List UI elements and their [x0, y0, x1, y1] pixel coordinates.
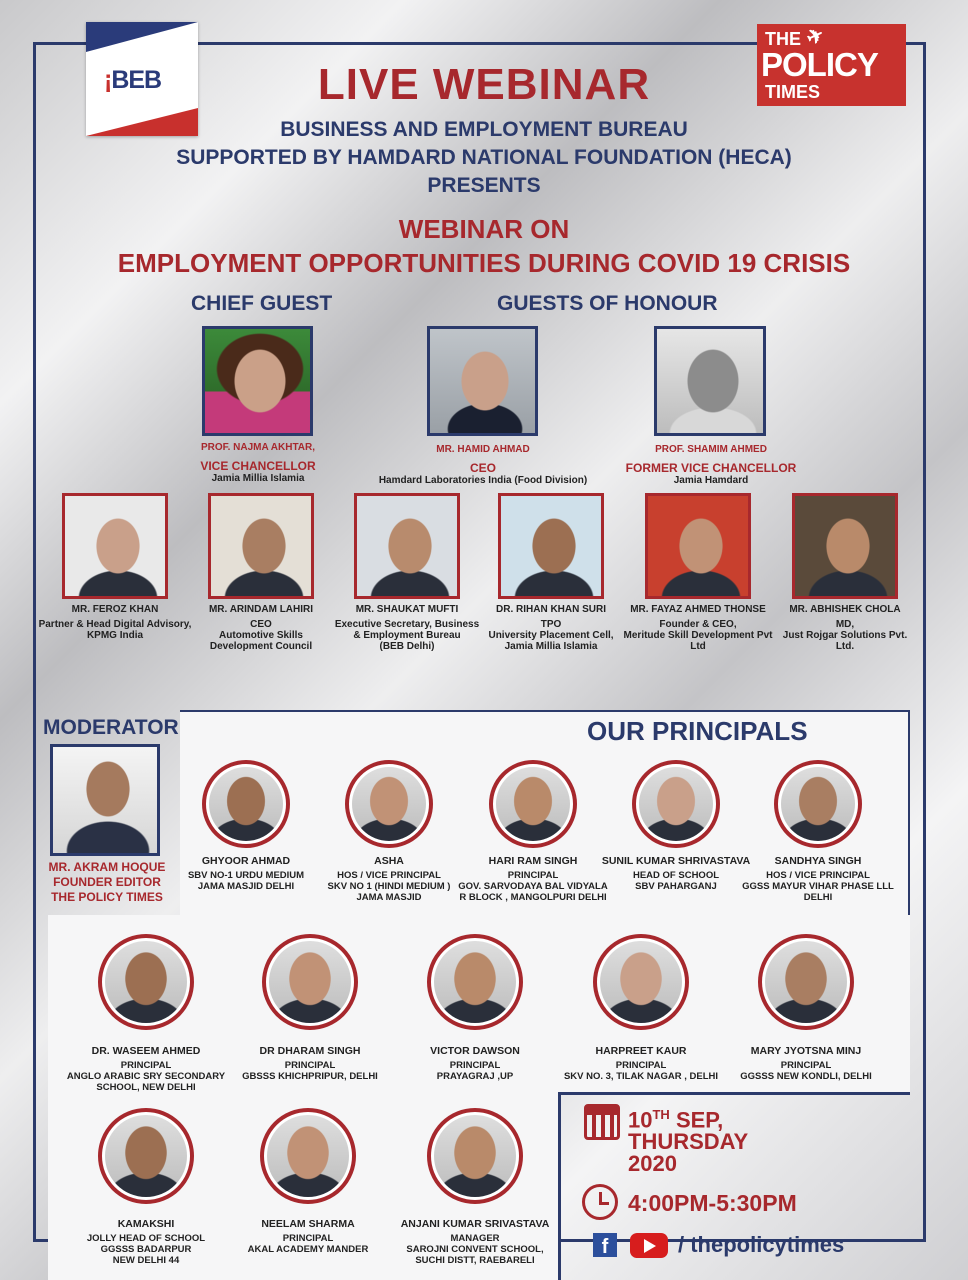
speaker-line-3: (BEB Delhi) — [379, 641, 435, 652]
principal-photo — [98, 934, 194, 1030]
principal-line-1: PRINCIPAL — [120, 1060, 172, 1071]
beb-logo: ¡BEB — [86, 22, 198, 136]
event-time: 4:00PM-5:30PM — [628, 1190, 797, 1216]
principal-photo — [427, 1108, 523, 1204]
principal-line-2: ANGLO ARABIC SRY SECONDARY — [66, 1071, 226, 1082]
speaker-photo — [792, 493, 898, 599]
speaker-line-1: MD, — [835, 619, 855, 630]
principal-name: ASHA — [374, 855, 404, 867]
principal-line-1: HOS / VICE PRINCIPAL — [766, 870, 870, 881]
principal-line-1: HEAD OF SCHOOL — [632, 870, 720, 881]
event-month: SEP, — [669, 1107, 724, 1133]
moderator-heading: MODERATOR — [43, 716, 179, 739]
honour-photo-1 — [427, 326, 538, 436]
speaker-line-2: KPMG India — [86, 630, 144, 641]
chief-guest-photo — [202, 326, 313, 436]
principal-photo — [427, 934, 523, 1030]
honour-1-name: MR. HAMID AHMAD — [436, 444, 530, 455]
principal-photo — [262, 934, 358, 1030]
honour-photo-2 — [654, 326, 766, 436]
principal-line-1: PRINCIPAL — [282, 1233, 334, 1244]
principal-photo — [593, 934, 689, 1030]
chief-guest-name: PROF. NAJMA AKHTAR, — [200, 442, 316, 453]
speaker-line-1: Founder & CEO, — [659, 619, 737, 630]
speaker-line-1: Executive Secretary, Business — [334, 619, 480, 630]
speaker-photo — [354, 493, 460, 599]
calendar-icon — [584, 1104, 620, 1140]
speaker-photo — [498, 493, 604, 599]
principal-name: SUNIL KUMAR SHRIVASTAVA — [601, 855, 751, 867]
principal-name: VICTOR DAWSON — [430, 1045, 520, 1057]
principal-name: GHYOOR AHMAD — [201, 855, 291, 867]
principal-line-2: SAROJNI CONVENT SCHOOL, — [406, 1244, 544, 1255]
principal-line-3: DELHI — [803, 892, 833, 903]
honour-1-org: Hamdard Laboratories India (Food Division) — [378, 475, 588, 486]
clock-icon — [582, 1184, 618, 1220]
chief-guest-heading: CHIEF GUEST — [191, 292, 333, 315]
webinar-on-label: WEBINAR ON — [398, 214, 570, 244]
principal-photo — [758, 934, 854, 1030]
event-weekday: THURSDAY — [628, 1129, 749, 1155]
principal-name: NEELAM SHARMA — [261, 1218, 355, 1230]
principal-line-3: JAMA MASJID — [356, 892, 422, 903]
principal-name: ANJANI KUMAR SRIVASTAVA — [400, 1218, 550, 1230]
principal-line-1: MANAGER — [450, 1233, 500, 1244]
speaker-name: MR. SHAUKAT MUFTI — [355, 604, 459, 615]
principal-photo — [345, 760, 433, 848]
speaker-line-1: CEO — [250, 619, 272, 630]
principal-line-2: SKV NO 1 (HINDI MEDIUM ) — [327, 881, 451, 892]
speaker-line-2: Just Rojgar Solutions Pvt. — [782, 630, 908, 641]
speaker-photo — [208, 493, 314, 599]
principal-line-2: SBV PAHARGANJ — [635, 881, 717, 892]
webinar-topic: EMPLOYMENT OPPORTUNITIES DURING COVID 19 CRISIS — [117, 248, 851, 278]
speaker-name: MR. ARINDAM LAHIRI — [208, 604, 314, 615]
principal-line-2: PRAYAGRAJ ,UP — [436, 1071, 514, 1082]
principal-line-3: NEW DELHI 44 — [112, 1255, 180, 1266]
speaker-name: MR. FAYAZ AHMED THONSE — [630, 604, 766, 615]
principal-name: SANDHYA SINGH — [774, 855, 862, 867]
principal-line-2: JAMA MASJID DELHI — [197, 881, 295, 892]
honour-2-role: FORMER VICE CHANCELLOR — [625, 461, 797, 475]
principal-photo — [774, 760, 862, 848]
youtube-icon[interactable] — [630, 1233, 668, 1258]
principal-line-1: SBV NO-1 URDU MEDIUM — [187, 870, 305, 881]
principal-photo — [260, 1108, 356, 1204]
principal-line-3: SUCHI DISTT, RAEBARELI — [415, 1255, 535, 1266]
supporter-line: SUPPORTED BY HAMDARD NATIONAL FOUNDATION (HECA) — [176, 146, 792, 169]
presents-line: PRESENTS — [427, 174, 541, 197]
principal-photo — [98, 1108, 194, 1204]
speaker-line-2: Automotive Skills — [219, 630, 303, 641]
social-handle[interactable]: / thepolicytimes — [678, 1232, 845, 1257]
principal-line-1: PRINCIPAL — [507, 870, 559, 881]
principal-name: KAMAKSHI — [117, 1218, 175, 1230]
principal-photo — [489, 760, 577, 848]
principal-name: DR DHARAM SINGH — [259, 1045, 361, 1057]
chief-guest-org: Jamia Millia Islamia — [211, 473, 305, 484]
principal-photo — [632, 760, 720, 848]
principal-name: DR. WASEEM AHMED — [91, 1045, 201, 1057]
speaker-photo — [645, 493, 751, 599]
principal-line-2: GOV. SARVODAYA BAL VIDYALA — [458, 881, 608, 892]
speaker-name: MR. FEROZ KHAN — [71, 604, 159, 615]
event-year: 2020 — [628, 1151, 677, 1177]
speaker-line-3: Development Council — [209, 641, 313, 652]
event-day: 10 — [628, 1107, 653, 1133]
speaker-line-3: Ltd — [690, 641, 706, 652]
principal-line-2: AKAL ACADEMY MANDER — [247, 1244, 369, 1255]
principal-name: HARI RAM SINGH — [488, 855, 578, 867]
speaker-line-1: Partner & Head Digital Advisory, — [38, 619, 192, 630]
principal-line-3: SCHOOL, NEW DELHI — [96, 1082, 196, 1093]
chief-guest-role: VICE CHANCELLOR — [200, 459, 316, 473]
principals-heading: OUR PRINCIPALS — [587, 716, 808, 746]
facebook-icon[interactable]: f — [593, 1233, 617, 1257]
speaker-line-2: University Placement Cell, — [488, 630, 614, 641]
moderator-title: FOUNDER EDITOR — [53, 875, 161, 889]
moderator-org: THE POLICY TIMES — [51, 890, 163, 904]
speaker-line-2: Meritude Skill Development Pvt — [623, 630, 773, 641]
principal-photo — [202, 760, 290, 848]
principal-line-3: R BLOCK , MANGOLPURI DELHI — [459, 892, 607, 903]
speaker-photo — [62, 493, 168, 599]
the-policy-times-logo: THE ✈ POLICY TIMES — [757, 24, 906, 106]
organizer-line: BUSINESS AND EMPLOYMENT BUREAU — [280, 118, 688, 141]
speaker-line-3: Jamia Millia Islamia — [504, 641, 598, 652]
speaker-line-3: Ltd. — [835, 641, 855, 652]
event-day-suffix: TH — [652, 1107, 670, 1122]
principal-line-2: SKV NO. 3, TILAK NAGAR , DELHI — [563, 1071, 719, 1082]
page-title: LIVE WEBINAR — [317, 60, 651, 109]
honour-2-name: PROF. SHAMIM AHMED — [655, 444, 767, 455]
principal-line-1: PRINCIPAL — [780, 1060, 832, 1071]
principal-line-1: HOS / VICE PRINCIPAL — [337, 870, 441, 881]
principal-line-1: PRINCIPAL — [615, 1060, 667, 1071]
principal-line-1: PRINCIPAL — [449, 1060, 501, 1071]
moderator-photo — [50, 744, 160, 856]
speaker-line-2: & Employment Bureau — [353, 630, 461, 641]
principal-name: MARY JYOTSNA MINJ — [750, 1045, 862, 1057]
principal-line-2: GGSSS BADARPUR — [100, 1244, 192, 1255]
principal-name: HARPREET KAUR — [595, 1045, 687, 1057]
speaker-line-1: TPO — [540, 619, 562, 630]
principal-line-1: JOLLY HEAD OF SCHOOL — [86, 1233, 206, 1244]
principal-line-1: PRINCIPAL — [284, 1060, 336, 1071]
guests-of-honour-heading: GUESTS OF HONOUR — [497, 292, 718, 315]
principal-line-2: GGSSS NEW KONDLI, DELHI — [740, 1071, 872, 1082]
honour-1-role: CEO — [469, 461, 496, 475]
honour-2-org: Jamia Hamdard — [673, 475, 749, 486]
principal-line-2: GGSS MAYUR VIHAR PHASE LLL — [742, 881, 894, 892]
moderator-name: MR. AKRAM HOQUE — [48, 860, 166, 874]
principal-line-2: GBSSS KHICHPRIPUR, DELHI — [242, 1071, 378, 1082]
speaker-name: DR. RIHAN KHAN SURI — [496, 604, 606, 615]
speaker-name: MR. ABHISHEK CHOLA — [789, 604, 901, 615]
